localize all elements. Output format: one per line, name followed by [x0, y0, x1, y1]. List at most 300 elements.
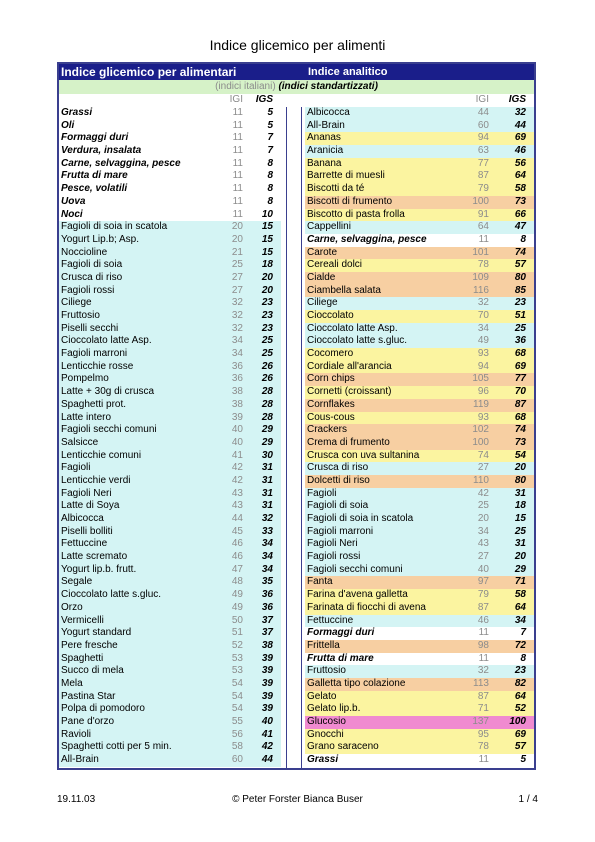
- table-row: [305, 145, 534, 158]
- table-row: [305, 132, 534, 145]
- food-name: Formaggi duri: [61, 132, 129, 144]
- table-row: [305, 335, 534, 348]
- igs-value: 87: [514, 398, 526, 410]
- igs-value: 20: [261, 284, 273, 296]
- table-row: [305, 538, 534, 551]
- food-name: Orzo: [61, 601, 83, 613]
- igs-value: 44: [514, 119, 526, 131]
- igs-value: 28: [261, 386, 273, 398]
- food-name: Fettuccine: [307, 614, 354, 626]
- footer-date: 19.11.03: [57, 794, 96, 805]
- igs-value: 30: [261, 449, 273, 461]
- food-name: Latte intero: [61, 411, 112, 423]
- igs-value: 36: [261, 589, 273, 601]
- table-row: [59, 145, 281, 158]
- food-name: Frutta di mare: [307, 652, 374, 664]
- igi-value: 77: [477, 157, 489, 169]
- index-title: Indice analitico: [308, 66, 388, 78]
- table-row: [305, 183, 534, 196]
- igi-value: 79: [477, 183, 489, 195]
- igs-value: 80: [514, 271, 526, 283]
- igs-value: 39: [261, 703, 273, 715]
- igs-value: 37: [261, 614, 273, 626]
- food-name: Lenticchie comuni: [61, 449, 142, 461]
- food-name: Pane d'orzo: [61, 716, 115, 727]
- igs-value: 47: [514, 221, 526, 233]
- igs-value: 8: [267, 195, 273, 207]
- igi-value: 11: [232, 170, 243, 182]
- igi-value: 40: [231, 424, 243, 436]
- table-row: [305, 475, 534, 488]
- food-name: Latte scremato: [61, 551, 128, 563]
- table-row: [305, 716, 534, 729]
- food-name: Segale: [61, 576, 93, 588]
- igi-value: 42: [477, 487, 489, 499]
- igi-value: 54: [231, 703, 243, 715]
- igi-value: 25: [477, 500, 489, 512]
- igi-value: 116: [473, 284, 489, 296]
- igs-value: 31: [261, 462, 273, 474]
- table-row: [305, 526, 534, 539]
- table-row: [59, 627, 281, 640]
- table-row: [305, 551, 534, 564]
- igi-value: 44: [231, 513, 243, 524]
- igs-value: 31: [261, 487, 273, 499]
- igi-value: 50: [231, 614, 243, 626]
- table-row: [305, 589, 534, 602]
- igs-value: 54: [514, 449, 526, 461]
- igi-value: 46: [231, 551, 243, 563]
- food-name: Vermicelli: [61, 614, 104, 626]
- table-row: [59, 247, 281, 260]
- table-row: [305, 285, 534, 298]
- igs-value: 36: [514, 335, 526, 347]
- igi-value: 58: [231, 741, 243, 753]
- igi-value: 32: [231, 310, 243, 321]
- table-row: [59, 348, 281, 361]
- igs-value: 44: [261, 754, 273, 766]
- food-name: Verdura, insalata: [61, 145, 142, 157]
- food-name: Aranicia: [307, 145, 344, 157]
- igs-value: 7: [267, 145, 273, 157]
- igs-value: 64: [514, 601, 526, 613]
- table-row: [59, 196, 281, 209]
- igs-value: 68: [514, 348, 526, 360]
- left-igi-header: IGI: [229, 94, 243, 105]
- table-row: [305, 310, 534, 323]
- igs-value: 25: [261, 335, 273, 347]
- igs-value: 58: [514, 589, 526, 601]
- igi-value: 60: [477, 119, 489, 131]
- food-name: Fanta: [307, 576, 333, 588]
- food-name: All-Brain: [307, 119, 345, 131]
- igi-value: 95: [477, 728, 489, 740]
- table-row: [59, 412, 281, 425]
- igs-value: 15: [261, 221, 273, 233]
- food-name: Piselli secchi: [61, 322, 119, 334]
- table-row: [305, 272, 534, 285]
- table-row: [305, 386, 534, 399]
- igi-value: 11: [232, 183, 243, 195]
- igs-value: 82: [514, 677, 526, 689]
- table-row: [59, 564, 281, 577]
- table-row: [305, 323, 534, 336]
- column-divider: [286, 107, 287, 769]
- igi-value: 87: [477, 170, 489, 182]
- table-row: [305, 615, 534, 628]
- igi-value: 11: [232, 107, 243, 118]
- subheader-standardized: (indici standartizzati): [278, 81, 378, 92]
- igs-value: 31: [261, 500, 273, 512]
- igs-value: 5: [267, 119, 273, 131]
- food-name: Formaggi duri: [307, 627, 375, 639]
- table-row: [59, 640, 281, 653]
- igi-value: 40: [477, 563, 489, 575]
- food-name: Ravioli: [61, 728, 92, 740]
- food-name: All-Brain: [61, 754, 99, 766]
- igi-value: 105: [472, 373, 489, 385]
- igs-value: 15: [514, 513, 526, 524]
- table-row: [59, 107, 281, 120]
- igs-value: 18: [261, 259, 273, 271]
- igi-value: 11: [232, 119, 243, 131]
- food-name: Cordiale all'arancia: [307, 360, 392, 372]
- table-row: [59, 754, 281, 767]
- igs-value: 25: [514, 525, 526, 537]
- igs-value: 23: [514, 297, 526, 309]
- food-name: Pesce, volatili: [61, 183, 128, 195]
- table-row: [305, 450, 534, 463]
- igs-value: 20: [514, 551, 526, 563]
- igs-value: 23: [514, 665, 526, 677]
- igs-value: 39: [261, 677, 273, 689]
- igi-value: 53: [231, 665, 243, 677]
- igi-value: 97: [477, 576, 489, 588]
- igi-value: 55: [231, 716, 243, 727]
- table-row: [305, 513, 534, 526]
- right-food-list: [305, 107, 534, 767]
- igs-value: 7: [520, 627, 526, 639]
- igi-value: 42: [231, 462, 243, 474]
- table-row: [59, 513, 281, 526]
- table-row: [59, 209, 281, 222]
- igs-value: 69: [514, 728, 526, 740]
- igs-value: 40: [261, 716, 273, 727]
- table-row: [59, 500, 281, 513]
- igi-value: 56: [231, 728, 243, 740]
- igs-value: 73: [514, 436, 526, 448]
- table-row: [59, 691, 281, 704]
- igs-value: 74: [514, 246, 526, 258]
- table-subheader: [59, 80, 534, 94]
- left-igs-header: IGS: [255, 94, 273, 105]
- table-row: [305, 564, 534, 577]
- table-row: [305, 259, 534, 272]
- table-row: [59, 221, 281, 234]
- food-name: Ciambella salata: [307, 284, 381, 296]
- food-name: Lenticchie rosse: [61, 360, 134, 372]
- table-row: [305, 729, 534, 742]
- table-row: [59, 373, 281, 386]
- table-row: [59, 678, 281, 691]
- igi-value: 46: [231, 538, 243, 550]
- igs-value: 57: [514, 259, 526, 271]
- igi-value: 43: [231, 487, 243, 499]
- igi-value: 54: [231, 690, 243, 702]
- igs-value: 8: [267, 183, 273, 195]
- table-row: [59, 158, 281, 171]
- food-name: Fagioli Neri: [61, 487, 112, 499]
- igi-value: 74: [477, 449, 489, 461]
- right-igi-header: IGI: [475, 94, 489, 105]
- igi-value: 70: [477, 310, 489, 321]
- igs-value: 39: [261, 652, 273, 664]
- food-name: Salsicce: [61, 436, 99, 448]
- table-row: [59, 551, 281, 564]
- food-name: Banana: [307, 157, 342, 169]
- igs-value: 51: [514, 310, 526, 321]
- food-name: Cioccolato latte s.gluc.: [307, 335, 408, 347]
- igi-value: 93: [477, 411, 489, 423]
- igi-value: 100: [472, 436, 489, 448]
- igi-value: 34: [477, 525, 489, 537]
- igs-value: 8: [520, 652, 526, 664]
- igi-value: 119: [473, 398, 489, 410]
- food-name: Biscotti da té: [307, 183, 365, 195]
- igi-value: 98: [477, 639, 489, 651]
- table-row: [305, 158, 534, 171]
- igi-value: 113: [473, 677, 489, 689]
- igs-value: 46: [514, 145, 526, 157]
- food-name: Polpa di pomodoro: [61, 703, 145, 715]
- table-row: [59, 716, 281, 729]
- food-name: Noci: [61, 208, 83, 220]
- igs-value: 28: [261, 398, 273, 410]
- table-row: [305, 703, 534, 716]
- igi-value: 27: [477, 462, 489, 474]
- igi-value: 34: [231, 348, 243, 360]
- igi-value: 43: [231, 500, 243, 512]
- table-row: [305, 741, 534, 754]
- food-name: Cappellini: [307, 221, 351, 233]
- food-name: Cioccolato: [307, 310, 354, 321]
- igi-value: 41: [231, 449, 243, 461]
- food-name: Spaghetti cotti per 5 min.: [61, 741, 172, 753]
- igi-value: 25: [231, 259, 243, 271]
- table-row: [59, 259, 281, 272]
- igi-value: 11: [478, 754, 489, 766]
- food-name: Ciliege: [61, 297, 92, 309]
- table-row: [59, 132, 281, 145]
- food-name: Fruttosio: [61, 310, 100, 321]
- footer-copyright: © Peter Forster Bianca Buser: [232, 794, 363, 805]
- table-row: [305, 120, 534, 133]
- table-row: [59, 665, 281, 678]
- food-name: Fagioli secchi comuni: [61, 424, 157, 436]
- igs-value: 72: [514, 639, 526, 651]
- food-name: Uova: [61, 195, 86, 207]
- igs-value: 25: [261, 348, 273, 360]
- food-name: Grassi: [61, 107, 93, 118]
- food-name: Fagioli: [61, 462, 91, 474]
- igi-value: 11: [232, 157, 243, 169]
- table-row: [59, 335, 281, 348]
- igi-value: 20: [231, 221, 243, 233]
- table-row: [305, 107, 534, 120]
- table-row: [59, 386, 281, 399]
- igs-value: 15: [261, 233, 273, 245]
- igs-value: 52: [514, 703, 526, 715]
- igs-value: 73: [514, 195, 526, 207]
- igi-value: 94: [477, 360, 489, 372]
- table-row: [305, 297, 534, 310]
- igs-value: 8: [267, 170, 273, 182]
- igs-value: 34: [514, 614, 526, 626]
- food-name: Gelato lip.b.: [307, 703, 361, 715]
- table-row: [59, 399, 281, 412]
- igs-value: 41: [261, 728, 273, 740]
- igs-value: 74: [514, 424, 526, 436]
- igs-value: 32: [261, 513, 273, 524]
- igs-value: 31: [514, 538, 526, 550]
- table-row: [59, 234, 281, 247]
- food-name: Gnocchi: [307, 728, 344, 740]
- subheader-italian: (indici italiani): [215, 81, 276, 92]
- food-name: Gelato: [307, 690, 337, 702]
- igs-value: 69: [514, 132, 526, 144]
- table-row: [59, 741, 281, 754]
- igs-value: 29: [261, 424, 273, 436]
- igs-value: 18: [514, 500, 526, 512]
- igi-value: 100: [472, 195, 489, 207]
- food-name: Farina d'avena galletta: [307, 589, 408, 601]
- table-row: [59, 310, 281, 323]
- footer-page-number: 1 / 4: [518, 794, 538, 805]
- igs-value: 34: [261, 551, 273, 563]
- igi-value: 51: [231, 627, 243, 639]
- food-name: Crusca con uva sultanina: [307, 449, 420, 461]
- igs-value: 29: [261, 436, 273, 448]
- table-row: [59, 602, 281, 615]
- igi-value: 11: [232, 145, 243, 157]
- igi-value: 27: [231, 284, 243, 296]
- igs-value: 66: [514, 208, 526, 220]
- igs-value: 38: [261, 639, 273, 651]
- table-row: [59, 323, 281, 336]
- table-row: [59, 170, 281, 183]
- food-name: Dolcetti di riso: [307, 474, 370, 486]
- food-name: Fettuccine: [61, 538, 108, 550]
- igs-value: 64: [514, 170, 526, 182]
- table-row: [59, 462, 281, 475]
- table-row: [59, 297, 281, 310]
- table-row: [305, 209, 534, 222]
- table-row: [59, 285, 281, 298]
- igi-value: 32: [477, 297, 489, 309]
- table-row: [59, 272, 281, 285]
- igs-value: 20: [514, 462, 526, 474]
- igs-value: 80: [514, 474, 526, 486]
- igs-value: 31: [514, 487, 526, 499]
- igs-value: 15: [261, 246, 273, 258]
- igs-value: 23: [261, 322, 273, 334]
- igs-value: 26: [261, 360, 273, 372]
- food-name: Cornflakes: [307, 398, 355, 410]
- food-name: Pompelmo: [61, 373, 109, 385]
- food-name: Cereali dolci: [307, 259, 363, 271]
- igs-value: 85: [514, 284, 526, 296]
- igi-value: 11: [478, 233, 489, 245]
- food-name: Galletta tipo colazione: [307, 677, 406, 689]
- food-name: Succo di mela: [61, 665, 124, 677]
- igi-value: 39: [231, 411, 243, 423]
- igs-value: 5: [520, 754, 526, 766]
- food-name: Yogurt Lip.b; Asp.: [61, 233, 140, 245]
- igs-value: 28: [261, 411, 273, 423]
- right-igs-header: IGS: [508, 94, 526, 105]
- table-row: [305, 602, 534, 615]
- igi-value: 93: [477, 348, 489, 360]
- column-divider: [301, 107, 302, 769]
- igi-value: 11: [478, 627, 489, 639]
- igi-value: 11: [232, 132, 243, 144]
- table-row: [59, 615, 281, 628]
- igs-value: 34: [261, 538, 273, 550]
- table-title: Indice glicemico per alimentari: [61, 65, 237, 79]
- igi-value: 110: [473, 474, 489, 486]
- food-name: Ciliege: [307, 297, 338, 309]
- table-row: [305, 348, 534, 361]
- igs-value: 39: [261, 690, 273, 702]
- table-row: [59, 729, 281, 742]
- table-row: [59, 450, 281, 463]
- igs-value: 7: [267, 132, 273, 144]
- igi-value: 34: [477, 322, 489, 334]
- igi-value: 32: [231, 322, 243, 334]
- igs-value: 58: [514, 183, 526, 195]
- table-row: [305, 196, 534, 209]
- igi-value: 137: [472, 716, 489, 727]
- food-name: Pere fresche: [61, 639, 118, 651]
- igi-value: 45: [231, 525, 243, 537]
- igi-value: 79: [477, 589, 489, 601]
- glycemic-index-table: [57, 62, 536, 770]
- igi-value: 38: [231, 398, 243, 410]
- igi-value: 64: [477, 221, 489, 233]
- igs-value: 64: [514, 690, 526, 702]
- igi-value: 53: [231, 652, 243, 664]
- food-name: Barrette di muesli: [307, 170, 385, 182]
- food-name: Cornetti (croissant): [307, 386, 392, 398]
- igi-value: 71: [477, 703, 489, 715]
- igs-value: 26: [261, 373, 273, 385]
- table-row: [305, 170, 534, 183]
- igs-value: 70: [514, 386, 526, 398]
- igs-value: 35: [261, 576, 273, 588]
- food-name: Frutta di mare: [61, 170, 128, 182]
- igi-value: 27: [477, 551, 489, 563]
- food-name: Glucosio: [307, 716, 346, 727]
- igi-value: 109: [472, 271, 489, 283]
- food-name: Fagioli Neri: [307, 538, 358, 550]
- food-name: Corn chips: [307, 373, 355, 385]
- igi-value: 87: [477, 601, 489, 613]
- table-row: [59, 538, 281, 551]
- table-row: [305, 678, 534, 691]
- igi-value: 87: [477, 690, 489, 702]
- food-name: Cioccolato latte s.gluc.: [61, 589, 162, 601]
- table-row: [305, 691, 534, 704]
